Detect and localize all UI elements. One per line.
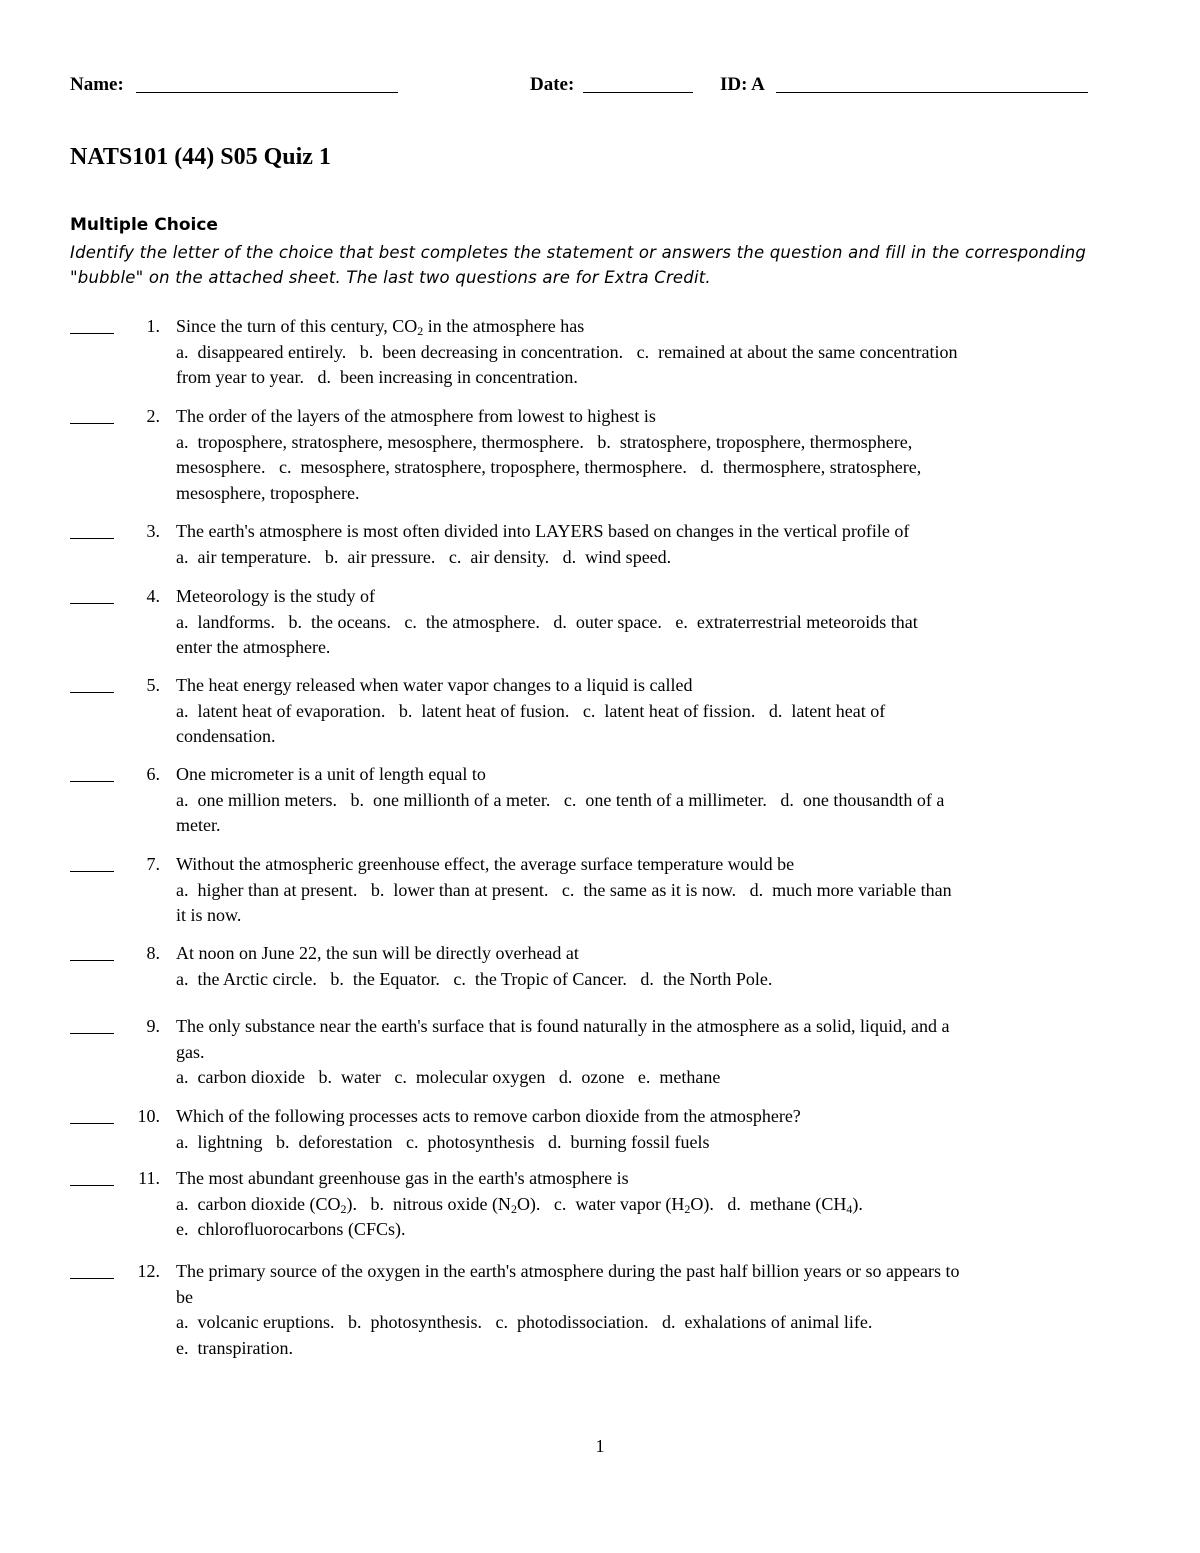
question-body <box>176 584 1126 661</box>
answer-blank[interactable] <box>70 538 114 539</box>
answer-blank[interactable] <box>70 333 114 334</box>
question-body <box>176 673 1126 750</box>
question-body <box>176 941 1126 992</box>
answer-choices: a. landforms. b. the oceans. c. the atmosphere. d. outer space. e. extraterrestrial meteoroids that <box>176 611 918 632</box>
section-title: Multiple Choice <box>70 215 218 235</box>
question-text: The only substance near the earth's surface that is found naturally in the atmosphere as a solid, liquid, and a <box>176 1016 950 1036</box>
question-item <box>0 1104 1200 1155</box>
question-item <box>0 519 1200 570</box>
question-body <box>176 519 1126 570</box>
answer-choices: a. the Arctic circle. b. the Equator. c. the Tropic of Cancer. d. the North Pole. <box>176 968 773 989</box>
answer-blank[interactable] <box>70 1278 114 1279</box>
answer-blank[interactable] <box>70 960 114 961</box>
question-item <box>0 1014 1200 1091</box>
quiz-title: NATS101 (44) S05 Quiz 1 <box>70 144 331 170</box>
answer-choices: e. chlorofluorocarbons (CFCs). <box>176 1219 406 1239</box>
question-text: The primary source of the oxygen in the earth's atmosphere during the past half billion years or so appears to <box>176 1261 960 1281</box>
answer-blank[interactable] <box>70 1123 114 1124</box>
page-number: 1 <box>595 1436 605 1456</box>
question-text: The earth's atmosphere is most often divided into LAYERS based on changes in the vertical profile of <box>176 521 910 541</box>
question-number: 11. <box>138 1168 160 1188</box>
instructions <box>70 240 1130 290</box>
question-body <box>176 1104 1126 1155</box>
question-text: The most abundant greenhouse gas in the earth's atmosphere is <box>176 1168 629 1188</box>
id-label: ID: A <box>720 74 765 95</box>
question-number: 8. <box>146 943 160 963</box>
question-item <box>0 314 1200 391</box>
answer-blank[interactable] <box>70 692 114 693</box>
answer-choices: mesosphere. c. mesosphere, stratosphere, troposphere, thermosphere. d. thermosphere, stratosphere, <box>176 457 922 477</box>
answer-blank[interactable] <box>70 781 114 782</box>
answer-choices: a. one million meters. b. one millionth of a meter. c. one tenth of a millimeter. d. one thousandth of a <box>176 789 945 810</box>
question-text: Without the atmospheric greenhouse effect, the average surface temperature would be <box>176 854 795 874</box>
answer-choices: a. troposphere, stratosphere, mesosphere, thermosphere. b. stratosphere, troposphere, thermosphere, <box>176 431 913 452</box>
instructions-line: Identify the letter of the choice that best completes the statement or answers the question and fill in the corresponding <box>70 243 1087 262</box>
question-item <box>0 852 1200 929</box>
answer-choices: a. latent heat of evaporation. b. latent heat of fusion. c. latent heat of fission. d. latent heat of <box>176 700 886 721</box>
question-number: 5. <box>146 675 160 695</box>
question-item <box>0 673 1200 750</box>
question-item <box>0 404 1200 506</box>
answer-choices: a. lightning b. deforestation c. photosynthesis d. burning fossil fuels <box>176 1131 710 1152</box>
question-body <box>176 404 1126 506</box>
name-field[interactable] <box>136 92 398 93</box>
question-text: The order of the layers of the atmosphere from lowest to highest is <box>176 406 656 426</box>
question-body <box>176 1014 1126 1091</box>
question-text: Since the turn of this century, $CO_2$ in the atmosphere has <box>176 316 585 338</box>
question-item <box>0 584 1200 661</box>
question-body <box>176 762 1126 839</box>
name-label: Name: <box>70 74 124 95</box>
answer-blank[interactable] <box>70 871 114 872</box>
answer-choices: a. disappeared entirely. b. been decreasing in concentration. c. remained at about the same concentration <box>176 341 958 362</box>
question-text: One micrometer is a unit of length equal to <box>176 764 486 784</box>
question-number: 2. <box>146 406 160 426</box>
question-number: 3. <box>146 521 160 541</box>
answer-choices: condensation. <box>176 726 276 746</box>
question-number: 9. <box>146 1016 160 1036</box>
answer-choices: a. volcanic eruptions. b. photosynthesis. c. photodissociation. d. exhalations of animal life. <box>176 1312 873 1332</box>
question-body <box>176 1259 1126 1361</box>
question-item <box>0 941 1200 992</box>
answer-choices: mesosphere, troposphere. <box>176 482 360 503</box>
question-text: be <box>176 1286 193 1307</box>
answer-choices: a. higher than at present. b. lower than at present. c. the same as it is now. d. much more variable than <box>176 879 952 900</box>
answer-blank[interactable] <box>70 603 114 604</box>
date-field[interactable] <box>583 92 693 93</box>
question-number: 12. <box>137 1261 160 1281</box>
question-body <box>176 314 1126 391</box>
answer-choices: meter. <box>176 815 221 835</box>
question-text: gas. <box>176 1041 205 1062</box>
instructions-line: "bubble" on the attached sheet. The last two questions are for Extra Credit. <box>70 268 711 287</box>
question-text: The heat energy released when water vapor changes to a liquid is called <box>176 675 693 695</box>
answer-choices: e. transpiration. <box>176 1337 293 1358</box>
question-number: 6. <box>146 764 160 784</box>
answer-choices: it is now. <box>176 905 242 925</box>
id-field[interactable] <box>776 92 1088 93</box>
answer-choices: a. carbon dioxide b. water c. molecular oxygen d. ozone e. methane <box>176 1067 721 1087</box>
question-number: 1. <box>146 316 160 336</box>
question-number: 10. <box>137 1106 160 1126</box>
question-number: 4. <box>146 586 160 606</box>
question-item <box>0 1166 1200 1243</box>
question-body <box>176 852 1126 929</box>
header-fields <box>70 74 1100 98</box>
question-text: Meteorology is the study of <box>176 586 375 606</box>
answer-choices: a. air temperature. b. air pressure. c. air density. d. wind speed. <box>176 546 672 567</box>
question-text: Which of the following processes acts to remove carbon dioxide from the atmosphere? <box>176 1106 801 1126</box>
answer-choices: enter the atmosphere. <box>176 637 331 657</box>
question-item <box>0 762 1200 839</box>
answer-blank[interactable] <box>70 1185 114 1186</box>
answer-blank[interactable] <box>70 423 114 424</box>
answer-choices: from year to year. d. been increasing in concentration. <box>176 367 578 387</box>
question-text: At noon on June 22, the sun will be directly overhead at <box>176 943 579 963</box>
question-number: 7. <box>146 854 160 874</box>
answer-blank[interactable] <box>70 1033 114 1034</box>
question-body <box>176 1166 1126 1243</box>
date-label: Date: <box>530 74 575 95</box>
answer-choices: a. carbon dioxide $(CO_2)$. b. nitrous oxide $(N_2O)$. c. water vapor $(H_2O)$. d. methane $(CH_4)$. <box>176 1193 863 1216</box>
question-item <box>0 1259 1200 1361</box>
